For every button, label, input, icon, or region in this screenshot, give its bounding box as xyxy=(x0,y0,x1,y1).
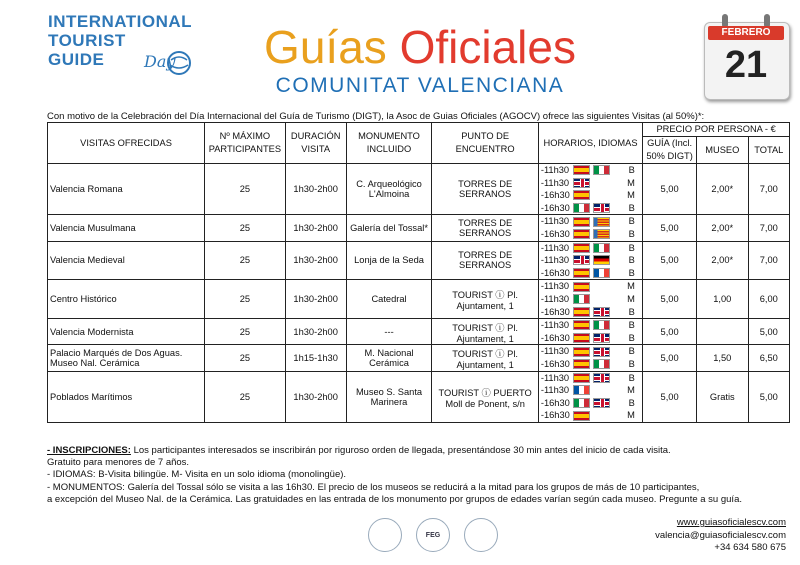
flag-es-icon xyxy=(573,190,590,200)
schedule-entry xyxy=(539,215,642,228)
schedule-time: -16h30 xyxy=(540,228,570,239)
price-museum: 2,00* xyxy=(696,241,748,280)
schedule-type: B xyxy=(628,255,635,266)
brand-guias: Guías xyxy=(264,21,387,73)
visita-name: Valencia Romana xyxy=(48,164,205,215)
schedule-entry xyxy=(539,177,642,190)
brand-subtitle: COMUNITAT VALENCIANA xyxy=(275,74,565,97)
sponsor-logo-feg: FEG xyxy=(416,518,450,552)
flag-it-icon xyxy=(593,165,610,175)
header xyxy=(0,0,800,108)
flag-gb-icon xyxy=(593,347,610,357)
inscripciones-text: Los participantes interesados se inscribirán por riguroso orden de llegada, presentándose 30 min antes del inicio de cada visita. xyxy=(130,445,671,456)
price-guide: 5,00 xyxy=(643,215,697,241)
globe-icon xyxy=(166,50,192,76)
monument: M. Nacional Cerámica xyxy=(346,345,432,371)
schedule-entry xyxy=(539,319,642,332)
gratuito-note: Gratuito para menores de 7 años. xyxy=(47,457,190,469)
max-participants: 25 xyxy=(205,164,286,215)
sponsor-logos xyxy=(368,518,498,552)
max-participants: 25 xyxy=(205,241,286,280)
schedule-entry xyxy=(539,384,642,397)
schedule-time: -11h30 xyxy=(540,216,570,227)
schedule-type: B xyxy=(628,346,635,357)
schedule-time: -16h30 xyxy=(540,202,570,213)
schedule-type: B xyxy=(628,267,635,278)
schedule-entry xyxy=(539,306,642,319)
meeting-point: TOURIST ⓘ PUERTO Moll de Ponent, s/n xyxy=(432,371,538,422)
price-guide: 5,00 xyxy=(643,241,697,280)
itg-line-3: GUIDE xyxy=(48,50,105,69)
schedule-cell xyxy=(538,345,642,371)
flag-va-icon xyxy=(593,229,610,239)
schedule-time: -16h30 xyxy=(540,358,570,369)
brand-oficiales: Oficiales xyxy=(399,21,576,73)
header-max: Nº MÁXIMO PARTICIPANTES xyxy=(205,123,286,164)
schedule-type: M xyxy=(627,385,635,396)
duration: 1h30-2h00 xyxy=(285,241,346,280)
price-guide: 5,00 xyxy=(643,371,697,422)
price-total: 6,00 xyxy=(748,280,789,319)
flag-it-icon xyxy=(593,243,610,253)
monument: --- xyxy=(346,319,432,345)
header-duracion: DURACIÓN VISITA xyxy=(285,123,346,164)
flag-it-icon xyxy=(593,320,610,330)
flag-va-icon xyxy=(593,217,610,227)
schedule-entry xyxy=(539,254,642,267)
schedule-type: B xyxy=(628,372,635,383)
schedule-type: B xyxy=(628,202,635,213)
visita-name: Centro Histórico xyxy=(48,280,205,319)
meeting-point: TOURIST ⓘ Pl. Ajuntament, 1 xyxy=(432,319,538,345)
visita-name: Valencia Musulmana xyxy=(48,215,205,241)
meeting-point: TORRES DE SERRANOS xyxy=(432,215,538,241)
monument: Galería del Tossal* xyxy=(346,215,432,241)
monumentos-note-1: - MONUMENTOS: Galería del Tossal sólo se visita a las 16h30. El precio de los museos se reducirá a la mitad para los grupos de más de 10 participantes, xyxy=(47,481,700,493)
max-participants: 25 xyxy=(205,345,286,371)
price-guide: 5,00 xyxy=(643,164,697,215)
max-participants: 25 xyxy=(205,280,286,319)
price-guide: 5,00 xyxy=(643,280,697,319)
schedule-type: B xyxy=(628,358,635,369)
flag-es-icon xyxy=(573,359,590,369)
brand-logo xyxy=(240,22,600,102)
flag-gb-icon xyxy=(593,307,610,317)
schedule-type: M xyxy=(627,177,635,188)
calendar-day: 21 xyxy=(724,44,768,86)
schedule-cell xyxy=(538,164,642,215)
schedule-entry xyxy=(539,397,642,410)
price-museum: Gratis xyxy=(696,371,748,422)
flag-es-icon xyxy=(573,282,590,292)
duration: 1h15-1h30 xyxy=(285,345,346,371)
schedule-type: M xyxy=(627,293,635,304)
schedule-cell xyxy=(538,319,642,345)
visits-table xyxy=(47,122,790,423)
header-monumento: MONUMENTO INCLUIDO xyxy=(346,123,432,164)
flag-es-icon xyxy=(573,165,590,175)
schedule-type: M xyxy=(627,190,635,201)
schedule-type: B xyxy=(628,332,635,343)
schedule-type: B xyxy=(628,228,635,239)
price-total: 7,00 xyxy=(748,215,789,241)
table-row xyxy=(48,280,790,319)
schedule-time: -11h30 xyxy=(540,177,570,188)
schedule-cell xyxy=(538,280,642,319)
schedule-time: -16h30 xyxy=(540,190,570,201)
flag-es-icon xyxy=(573,217,590,227)
table-row xyxy=(48,215,790,241)
schedule-time: -11h30 xyxy=(540,255,570,266)
schedule-entry xyxy=(539,332,642,345)
visita-name: Valencia Medieval xyxy=(48,241,205,280)
flag-gb-icon xyxy=(593,373,610,383)
schedule-time: -16h30 xyxy=(540,332,570,343)
meeting-point: TOURIST ⓘ Pl. Ajuntament, 1 xyxy=(432,280,538,319)
flag-it-icon xyxy=(573,294,590,304)
visita-name: Palacio Marqués de Dos Aguas. Museo Nal. Cerámica xyxy=(48,345,205,371)
flag-es-icon xyxy=(573,229,590,239)
schedule-type: B xyxy=(628,397,635,408)
calendar-month: FEBRERO xyxy=(708,26,784,40)
schedule-entry xyxy=(539,280,642,293)
schedule-time: -11h30 xyxy=(540,320,570,331)
schedule-entry xyxy=(539,358,642,371)
flag-gb-icon xyxy=(573,255,590,265)
intro-text: Con motivo de la Celebración del Día Internacional del Guía de Turismo (DIGT), la Asoc de Guias Oficiales (AGOCV) ofrece las siguientes Visitas (al 50%)*: xyxy=(47,111,705,122)
schedule-cell xyxy=(538,371,642,422)
table-row xyxy=(48,164,790,215)
max-participants: 25 xyxy=(205,319,286,345)
website-link[interactable]: www.guiasoficialescv.com xyxy=(676,517,786,528)
max-participants: 25 xyxy=(205,215,286,241)
price-total: 7,00 xyxy=(748,164,789,215)
table-row xyxy=(48,319,790,345)
schedule-type: B xyxy=(628,306,635,317)
schedule-entry xyxy=(539,293,642,306)
flag-gb-icon xyxy=(593,203,610,213)
schedule-entry xyxy=(539,202,642,215)
visita-name: Poblados Marítimos xyxy=(48,371,205,422)
itg-line-1: INTERNATIONAL xyxy=(48,12,193,31)
schedule-entry xyxy=(539,242,642,255)
calendar-icon xyxy=(704,14,788,100)
meeting-point: TOURIST ⓘ Pl. Ajuntament, 1 xyxy=(432,345,538,371)
sponsor-logo-1 xyxy=(368,518,402,552)
sponsor-logo-3 xyxy=(464,518,498,552)
flag-it-icon xyxy=(573,398,590,408)
monument: Catedral xyxy=(346,280,432,319)
flag-es-icon xyxy=(573,347,590,357)
schedule-time: -16h30 xyxy=(540,267,570,278)
contact-block xyxy=(655,517,786,555)
price-total: 7,00 xyxy=(748,241,789,280)
flag-gb-icon xyxy=(593,333,610,343)
table-row xyxy=(48,241,790,280)
schedule-time: -11h30 xyxy=(540,281,570,292)
schedule-cell xyxy=(538,241,642,280)
duration: 1h30-2h00 xyxy=(285,319,346,345)
schedule-time: -11h30 xyxy=(540,293,570,304)
header-precio: PRECIO POR PERSONA - € xyxy=(643,123,790,137)
flag-es-icon xyxy=(573,411,590,421)
monument: Lonja de la Seda xyxy=(346,241,432,280)
phone-number: +34 634 580 675 xyxy=(714,542,786,553)
header-total: TOTAL xyxy=(748,137,789,164)
itg-day-logo xyxy=(48,12,208,90)
schedule-type: M xyxy=(627,281,635,292)
max-participants: 25 xyxy=(205,371,286,422)
flag-es-icon xyxy=(573,307,590,317)
duration: 1h30-2h00 xyxy=(285,371,346,422)
price-museum: 2,00* xyxy=(696,164,748,215)
monument: C. Arqueológico L'Almoina xyxy=(346,164,432,215)
flag-es-icon xyxy=(573,268,590,278)
schedule-entry xyxy=(539,345,642,358)
visita-name: Valencia Modernista xyxy=(48,319,205,345)
flag-es-icon xyxy=(573,320,590,330)
price-guide: 5,00 xyxy=(643,345,697,371)
itg-day-word: Day xyxy=(144,52,176,71)
flag-es-icon xyxy=(573,333,590,343)
meeting-point: TORRES DE SERRANOS xyxy=(432,164,538,215)
price-museum: 1,00 xyxy=(696,280,748,319)
schedule-type: B xyxy=(628,320,635,331)
schedule-time: -11h30 xyxy=(540,385,570,396)
schedule-time: -11h30 xyxy=(540,242,570,253)
schedule-type: B xyxy=(628,242,635,253)
email-link[interactable]: valencia@guiasoficialescv.com xyxy=(655,529,786,541)
schedule-time: -16h30 xyxy=(540,306,570,317)
inscripciones-label: - INSCRIPCIONES: xyxy=(47,445,131,456)
price-total: 6,50 xyxy=(748,345,789,371)
flag-it-icon xyxy=(573,203,590,213)
itg-line-2: TOURIST xyxy=(48,31,126,50)
header-guia: GUÍA (Incl. 50% DIGT) xyxy=(643,137,697,164)
schedule-type: M xyxy=(627,410,635,421)
schedule-entry xyxy=(539,372,642,385)
table-row xyxy=(48,345,790,371)
table-row xyxy=(48,371,790,422)
duration: 1h30-2h00 xyxy=(285,215,346,241)
flag-gb-icon xyxy=(573,178,590,188)
price-total: 5,00 xyxy=(748,371,789,422)
duration: 1h30-2h00 xyxy=(285,280,346,319)
schedule-type: B xyxy=(628,216,635,227)
price-total: 5,00 xyxy=(748,319,789,345)
header-visitas: VISITAS OFRECIDAS xyxy=(48,123,205,164)
flag-gb-icon xyxy=(593,398,610,408)
schedule-cell xyxy=(538,215,642,241)
price-guide: 5,00 xyxy=(643,319,697,345)
price-museum: 1,50 xyxy=(696,345,748,371)
monument: Museo S. Santa Marinera xyxy=(346,371,432,422)
meeting-point: TORRES DE SERRANOS xyxy=(432,241,538,280)
flag-es-icon xyxy=(573,373,590,383)
flag-it-icon xyxy=(593,359,610,369)
schedule-entry xyxy=(539,189,642,202)
schedule-time: -11h30 xyxy=(540,372,570,383)
flag-fr-icon xyxy=(573,385,590,395)
schedule-entry xyxy=(539,267,642,280)
schedule-time: -16h30 xyxy=(540,397,570,408)
idiomas-note: - IDIOMAS: B-Visita bilingüe. M- Visita en un solo idioma (monolingüe). xyxy=(47,469,347,481)
schedule-time: -11h30 xyxy=(540,165,570,175)
flag-fr-icon xyxy=(593,268,610,278)
notes xyxy=(47,445,787,506)
flag-es-icon xyxy=(573,243,590,253)
header-horarios: HORARIOS, IDIOMAS xyxy=(538,123,642,164)
flag-de-icon xyxy=(593,255,610,265)
duration: 1h30-2h00 xyxy=(285,164,346,215)
header-punto: PUNTO DE ENCUENTRO xyxy=(432,123,538,164)
price-museum: 2,00* xyxy=(696,215,748,241)
price-museum xyxy=(696,319,748,345)
schedule-time: -11h30 xyxy=(540,346,570,357)
schedule-entry xyxy=(539,228,642,241)
header-museo: MUSEO xyxy=(696,137,748,164)
schedule-type: B xyxy=(628,165,635,175)
schedule-entry xyxy=(539,409,642,422)
schedule-entry xyxy=(539,164,642,177)
monumentos-note-2: a excepción del Museo Nal. de la Cerámica. Las gratuidades en las entrada de los monumento por grupos de edades varían según cada museo. Pregunte a su guía. xyxy=(47,493,742,505)
schedule-time: -16h30 xyxy=(540,410,570,421)
